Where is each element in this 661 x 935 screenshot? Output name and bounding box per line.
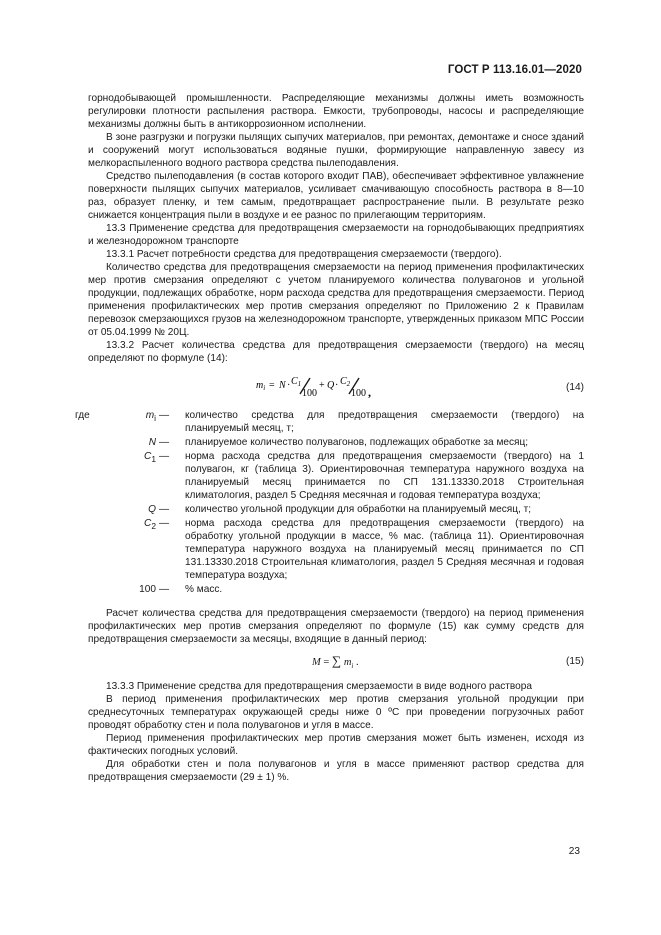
definition-item: [88, 503, 584, 516]
definition-item: [75, 409, 584, 435]
paragraph: Средство пылеподавления (в состав которого входит ПАВ), обеспечивает эффективное увлажнение поверхности пылящих сыпучих материалов, усиливает смачивающую способность раствора в 8—10 раз, образует пленку, и тем самым, предотвращает распространение пыли. В результате резко снижается концентрация пыли в воздухе и ее разнос по прилегающим территориям.: [88, 171, 584, 221]
paragraph: Период применения профилактических мер против смерзания может быть изменен, исходя из фактических погодных условий.: [88, 733, 584, 757]
paragraph: Для обработки стен и пола полувагонов и угля в массе применяют раствор средства для предотвращения смерзаемости (29 ± 1) %.: [88, 759, 584, 783]
subsection-heading-13-3-1: 13.3.1 Расчет потребности средства для предотвращения смерзаемости (твердого).: [106, 249, 502, 260]
definition-text: норма расхода средства для предотвращения смерзаемости (твердого) на обработку угольной продукции в массе, % мас. (таблица 11). Ориентировочная температура наружного воздуха на планируемый месяц принимается по СП 131.13330.2018 Строительная климатология, раздел 5 Средняя месячная и годовая температура воздуха;: [185, 518, 584, 581]
subsection-heading-13-3-3: 13.3.3 Применение средства для предотвращения смерзаемости в виде водного раствора: [106, 681, 533, 692]
definition-item: [88, 517, 584, 582]
definition-text: количество угольной продукции для обработки на планируемый месяц, т;: [185, 504, 532, 515]
definition-dash: —: [159, 437, 170, 448]
formula-plus: +: [319, 380, 325, 391]
where-label: где: [75, 410, 90, 421]
definition-text: планируемое количество полувагонов, подлежащих обработке за месяц;: [185, 437, 529, 448]
paragraph: В период применения профилактических мер против смерзания угольной продукции при среднесуточных температурах окружающей среды ниже 0 ºС при проведении погрузочных работ проводят обработку стен и пола полувагонов и угля в массе.: [88, 694, 584, 731]
definitions-list: [75, 409, 584, 596]
definition-dash: —: [159, 504, 170, 515]
page-number: 23: [568, 846, 580, 857]
formula-denominator: 100: [351, 388, 366, 399]
formula-term-q: Q: [327, 380, 335, 391]
definition-symbol: $m_i$: [145, 410, 156, 424]
definition-item: [88, 436, 584, 449]
paragraph: В зоне разгрузки и погрузки пылящих сыпучих материалов, при ремонтах, демонтаже и сносе зданий и сооружений могут использоваться водяные пушки, формирующие направленную завесу из мелкораспыленного водного раствора средства пылеподавления.: [88, 132, 584, 169]
definition-dash: —: [159, 518, 170, 529]
definition-text: норма расхода средства для предотвращения смерзаемости (твердого) на 1 полувагон, кг (таблица 3). Ориентировочная температура наружного воздуха на планируемый месяц принимается по СП 131.13330.2018 Строительная климатология, раздел 5 Средняя месячная и годовая температура воздуха;: [185, 451, 584, 501]
document-header-id: ГОСТ Р 113.16.01—2020: [447, 64, 582, 76]
formula-15: [88, 652, 584, 670]
definition-text: % масс.: [185, 584, 223, 595]
definition-symbol: $C_1$: [144, 451, 156, 465]
formula-equals: =: [269, 380, 275, 391]
formula-number: (15): [566, 656, 584, 667]
section-heading-13-3: 13.3 Применение средства для предотвращения смерзаемости на горнодобывающих предприятиях и железнодорожном транспорте: [88, 223, 584, 247]
formula-14-expression: [256, 374, 396, 400]
paragraph: Количество средства для предотвращения смерзаемости на период применения профилактических мер против смерзания определяют с учетом планируемого количества полувагонов и угольной продукции, подлежащих обработке, норм расхода средства для предотвращения смерзаемости. Период применения профилактических мер против смерзания определяют по Приложению 2 к Правилам перевозок смерзающихся грузов на железнодорожном транспорте, утвержденных приказом МПС России от 05.04.1999 № 20Ц.: [88, 262, 584, 338]
definition-dash: —: [159, 584, 170, 595]
definition-text: количество средства для предотвращения смерзаемости (твердого) на планируемый месяц, т;: [185, 410, 584, 434]
formula-end-comma: ,: [368, 385, 371, 399]
definition-symbol: Q: [148, 504, 156, 515]
formula-term-m: $m_i$: [256, 380, 266, 392]
formula-number: (14): [566, 382, 584, 393]
definition-symbol: 100: [139, 584, 156, 595]
formula-15-expression: M = ∑ $m_i$ .: [312, 653, 359, 671]
document-body: [75, 92, 584, 784]
definition-item: [88, 583, 584, 596]
formula-dot: ·: [287, 380, 291, 391]
definition-symbol: $C_2$: [144, 518, 156, 532]
definition-dash: —: [159, 410, 170, 421]
formula-14: [88, 374, 584, 400]
paragraph: Расчет количества средства для предотвращения смерзаемости (твердого) на период применения профилактических мер против смерзания определяют по формуле (15) как сумму средств для предотвращения смерзаемости за месяцы, входящие в данный период:: [88, 608, 584, 645]
paragraph: 13.3.2 Расчет количества средства для предотвращения смерзаемости (твердого) на месяц определяют по формуле (14):: [88, 340, 584, 364]
paragraph: горнодобывающей промышленности. Распределяющие механизмы должны иметь возможность регулировки плотности распыления раствора. Емкости, трубопроводы, насосы и распределяющие механизмы должны быть в антикоррозионном исполнении.: [88, 93, 584, 130]
formula-term-n: N: [279, 380, 286, 391]
definition-symbol: N: [148, 437, 156, 448]
definition-dash: —: [159, 451, 170, 462]
formula-dot: ·: [335, 380, 339, 391]
formula-term-c1: $C_1$: [291, 376, 302, 388]
formula-denominator: 100: [302, 388, 317, 399]
formula-term-c2: $C_2$: [340, 376, 351, 388]
definition-item: [88, 450, 584, 502]
